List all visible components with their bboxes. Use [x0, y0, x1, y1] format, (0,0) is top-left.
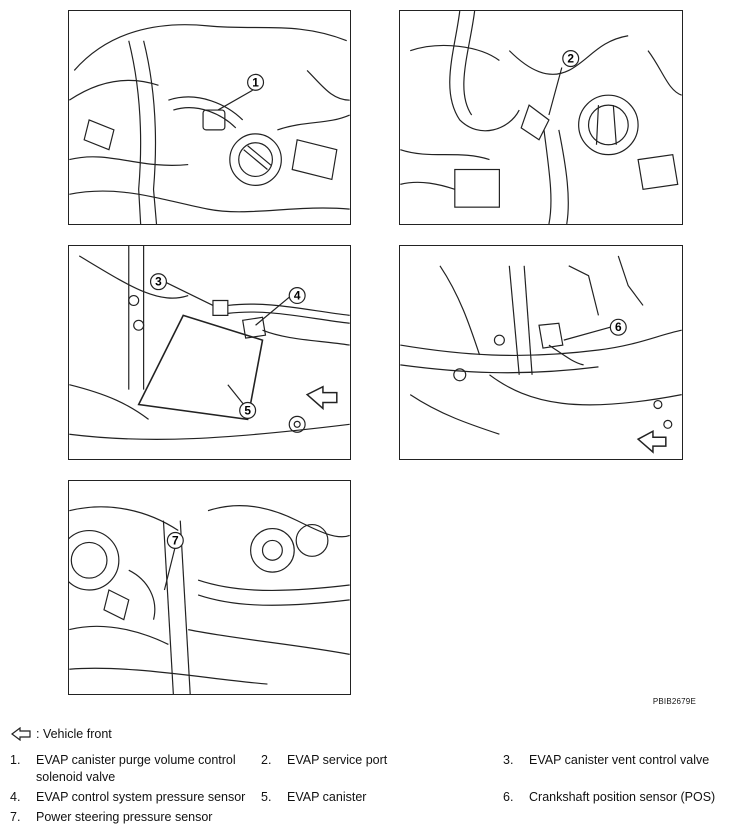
- legend-text: EVAP canister vent control valve: [529, 753, 710, 767]
- diagram-panel-4: [399, 245, 683, 460]
- legend-number: 1.: [10, 753, 21, 767]
- vehicle-front-label: : Vehicle front: [36, 727, 112, 741]
- legend-number: 7.: [10, 810, 21, 824]
- legend-number: 4.: [10, 790, 21, 804]
- parts-legend: [10, 752, 730, 829]
- diagram-panel-3: [68, 245, 351, 460]
- engine-bay-illustration-1: [69, 11, 350, 224]
- legend-number: 2.: [261, 753, 272, 767]
- callout-2: 2: [567, 51, 575, 66]
- callout-6: 6: [614, 320, 622, 335]
- legend-text: Power steering pressure sensor: [36, 810, 213, 824]
- legend-row: [10, 809, 730, 829]
- callout-3: 3: [155, 274, 162, 289]
- figure-code: PBIB2679E: [652, 697, 696, 706]
- legend-text: Crankshaft position sensor (POS): [529, 790, 716, 804]
- legend-row: [10, 789, 730, 809]
- vehicle-front-arrow-icon: [10, 727, 32, 741]
- legend-number: 6.: [503, 790, 514, 804]
- legend-text: EVAP canister: [287, 790, 367, 804]
- crankshaft-sensor-illustration: [400, 246, 682, 459]
- diagram-panel-5: [68, 480, 351, 695]
- evap-canister-illustration: [69, 246, 350, 459]
- vehicle-front-legend: [10, 727, 112, 741]
- diagram-panel-2: [399, 10, 683, 225]
- callout-1: 1: [252, 75, 259, 90]
- legend-text: EVAP service port: [287, 753, 388, 767]
- legend-text: EVAP canister purge volume control solenoid valve: [36, 753, 236, 784]
- legend-number: 5.: [261, 790, 272, 804]
- legend-text: EVAP control system pressure sensor: [36, 790, 246, 804]
- callout-7: 7: [172, 533, 179, 548]
- legend-row: [10, 752, 730, 789]
- callout-5: 5: [244, 403, 251, 418]
- power-steering-sensor-illustration: [69, 481, 350, 694]
- engine-bay-illustration-2: [400, 11, 682, 224]
- callout-4: 4: [293, 288, 301, 303]
- legend-number: 3.: [503, 753, 514, 767]
- diagram-panel-1: [68, 10, 351, 225]
